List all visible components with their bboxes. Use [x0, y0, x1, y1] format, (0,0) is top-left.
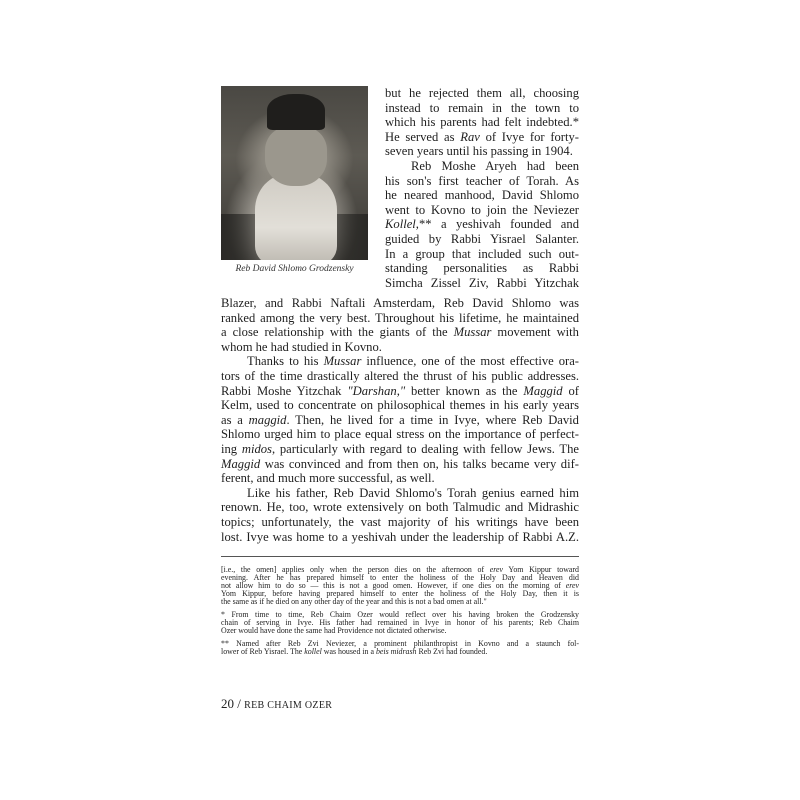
- text-line: [221, 500, 579, 515]
- italic-text: "Darshan,": [347, 383, 406, 398]
- text-segment: Like his father, Reb David Shlomo's Torah genius earned him: [247, 485, 579, 500]
- italic-text: midos: [241, 441, 272, 456]
- text-segment: Thanks to his: [247, 354, 324, 369]
- text-segment: Reb Moshe Aryeh had been: [411, 158, 579, 173]
- running-title: REB CHAIM OZER: [244, 700, 333, 711]
- italic-text: maggid: [248, 412, 287, 427]
- italic-text: Rav: [460, 129, 480, 144]
- text-line: [221, 598, 579, 606]
- text-line: [221, 486, 579, 501]
- photo-yarmulke: [267, 94, 325, 130]
- text-line: [385, 101, 579, 116]
- text-segment: guided by Rabbi Yisrael Salanter.: [385, 231, 579, 246]
- text-segment: topics; unfortunately, the vast majority of his writings have been: [221, 514, 579, 529]
- text-segment: Ozer would have done the same had Providence not dictated otherwise.: [221, 626, 447, 636]
- text-segment: renown. He, too, wrote extensively on both Talmudic and Midrashic: [221, 500, 579, 515]
- text-segment: ** Named after Reb Zvi Neviezer, a prominent philanthropist in Kovno and a staunch fol-: [221, 639, 579, 648]
- text-segment: Simcha Zissel Ziv, Rabbi Yitzchak: [385, 275, 579, 290]
- text-segment: was convinced and from then on, his talks became very dif-: [260, 456, 579, 471]
- text-line: [385, 276, 579, 291]
- text-line: [385, 232, 579, 247]
- footnote-continued: [221, 566, 579, 606]
- text-line: [385, 188, 579, 203]
- text-line: [221, 442, 579, 457]
- text-segment: . Then, he lived for a time in Ivye, where Reb David: [286, 412, 579, 427]
- text-segment: not allow him to do so — this is not a good omen. However, if one dies on the morning of: [221, 581, 566, 591]
- footnote-double-asterisk: [221, 640, 579, 656]
- text-line: [385, 115, 579, 130]
- text-segment: better known as the: [405, 383, 524, 398]
- text-segment: which his parents had felt indebted.*: [385, 115, 579, 130]
- text-segment: influence, one of the most effective ora-: [361, 354, 579, 369]
- text-segment: evening. After he has prepared himself to enter the holiness of the Holy Day and Heaven did: [221, 573, 579, 583]
- text-segment: went to Kovno to join the Neviezer: [385, 202, 579, 217]
- italic-text: erev: [565, 581, 579, 591]
- text-line: [385, 174, 579, 189]
- text-line: [221, 515, 579, 530]
- photo-beard: [255, 174, 337, 260]
- text-line: [221, 296, 579, 311]
- text-segment: but he rejected them all, choosing: [385, 86, 579, 100]
- text-line: [385, 203, 579, 218]
- page-number: 20: [221, 696, 234, 711]
- text-segment: of: [562, 383, 579, 398]
- text-segment: of Ivye for forty-: [479, 129, 579, 144]
- text-line: [221, 627, 579, 635]
- italic-text: Kollel,: [385, 217, 419, 232]
- text-segment: seven years until his passing in 1904.: [385, 144, 573, 159]
- footnote-divider: [221, 556, 579, 557]
- text-line: [385, 130, 579, 145]
- text-segment: Reb Zvi had founded.: [416, 647, 488, 657]
- text-segment: standing personalities as Rabbi: [385, 261, 579, 276]
- text-segment: ranked among the very best. Throughout his lifetime, he maintained: [221, 310, 579, 325]
- text-segment: Yom Kippur, before having prepared himself to enter the holiness of the Holy Day, then it is: [221, 589, 579, 599]
- footer-separator: /: [234, 696, 245, 711]
- text-line: [385, 261, 579, 276]
- text-segment: he neared manhood, David Shlomo: [385, 188, 579, 203]
- photo-caption: Reb David Shlomo Grodzensky: [235, 264, 354, 274]
- text-segment: was housed in a: [321, 647, 376, 657]
- text-segment: the same as if he died on any other day of the year and this is not a bad omen at all.": [221, 597, 487, 607]
- text-segment: tors of the time drastically altered the thrust of his public addresses.: [221, 368, 579, 383]
- text-line: [221, 530, 579, 545]
- full-width-text: [221, 296, 579, 544]
- text-line: [385, 86, 579, 101]
- text-line: [221, 471, 579, 486]
- text-line: [385, 159, 579, 174]
- text-segment: Rabbi Moshe Yitzchak: [221, 383, 348, 398]
- text-segment: [i.e., the omen] applies only when the person dies on the afternoon of: [221, 565, 490, 574]
- text-segment: movement with: [491, 325, 579, 340]
- text-segment: ferent, and much more successful, as well.: [221, 471, 435, 486]
- text-segment: ing: [221, 441, 242, 456]
- photo-face: [265, 126, 327, 186]
- text-line: [221, 648, 579, 656]
- text-segment: instead to remain in the town to: [385, 100, 579, 115]
- text-line: [385, 144, 579, 159]
- page-footer: [221, 696, 332, 712]
- text-line: [221, 384, 579, 399]
- text-line: [221, 354, 579, 369]
- footnote-asterisk: [221, 611, 579, 635]
- text-line: [221, 340, 579, 355]
- italic-text: beis midrash: [375, 647, 417, 657]
- text-segment: as a: [221, 412, 249, 427]
- text-line: [221, 413, 579, 428]
- text-line: [221, 427, 579, 442]
- text-segment: his son's first teacher of Torah. As: [385, 173, 579, 188]
- text-segment: Kelm, used to concentrate on philosophical themes in his early years: [221, 398, 579, 413]
- text-segment: , particularly with regard to dealing with fellow Jews. The: [271, 441, 579, 456]
- text-segment: whom he had studied in Kovno.: [221, 339, 382, 354]
- italic-text: Mussar: [453, 325, 492, 340]
- text-segment: lost. Ivye was home to a yeshivah under the leadership of Rabbi A.Z.: [221, 529, 579, 544]
- italic-text: Maggid: [221, 456, 261, 471]
- text-segment: Shlomo urged him to place equal stress on the importance of perfect-: [221, 427, 579, 442]
- text-segment: chain of serving in Ivye. His father had remained in Ivye in honor of his parents; Reb Chaim: [221, 618, 579, 628]
- text-line: [221, 457, 579, 472]
- text-segment: ** a yeshivah founded and: [418, 217, 579, 232]
- text-segment: a close relationship with the giants of the: [221, 325, 454, 340]
- italic-text: kollel: [304, 647, 322, 657]
- text-line: [221, 311, 579, 326]
- italic-text: erev: [489, 565, 504, 574]
- text-segment: He served as: [385, 129, 461, 144]
- text-line: [385, 247, 579, 262]
- text-line: [221, 398, 579, 413]
- text-line: [221, 325, 579, 340]
- text-line: [385, 217, 579, 232]
- text-line: [221, 369, 579, 384]
- text-segment: Blazer, and Rabbi Naftali Amsterdam, Reb David Shlomo was: [221, 296, 579, 310]
- portrait-photo: [221, 86, 368, 260]
- text-segment: * From time to time, Reb Chaim Ozer would reflect over his having broken the Grodzensky: [221, 610, 579, 619]
- italic-text: Mussar: [323, 354, 362, 369]
- italic-text: Maggid: [523, 383, 563, 398]
- text-segment: Yom Kippur toward: [503, 565, 579, 574]
- text-segment: In a group that included such out-: [385, 246, 579, 261]
- text-segment: lower of Reb Yisrael. The: [221, 647, 305, 657]
- right-column-text: [385, 86, 579, 290]
